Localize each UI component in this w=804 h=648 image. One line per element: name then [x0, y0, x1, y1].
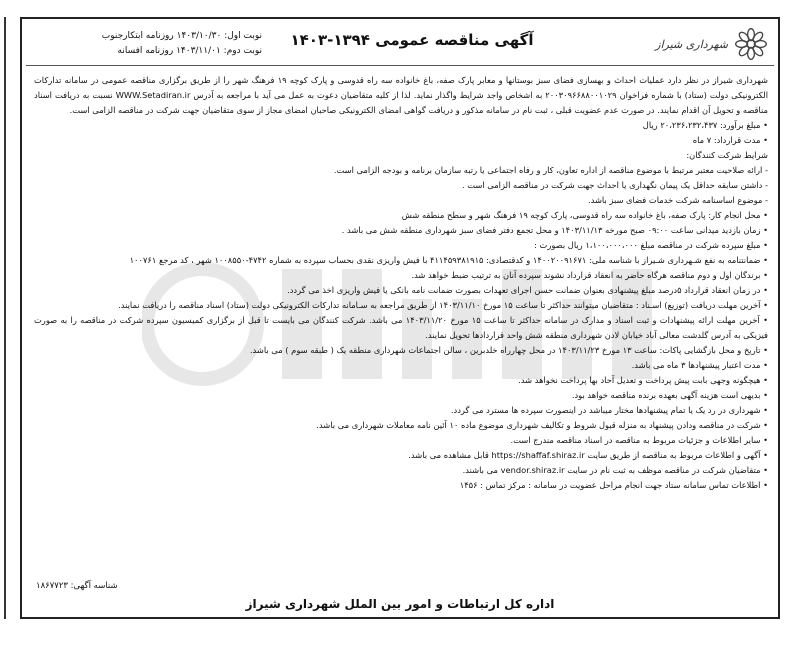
ad-identifier: شناسه آگهی: ۱۸۶۷۷۲۳ — [36, 581, 118, 591]
body-line: • سایر اطلاعات و جزئیات مربوط به مناقصه در اسناد مناقصه مندرج است. — [510, 435, 768, 445]
notice-body — [34, 73, 768, 493]
body-line: • شرکت در مناقصه ودادن پیشنهاد به منزله قبول شروط و تکالیف شهرداری موضوع ماده ۱۰ آئین نامه معاملات شهرداری می باشد. — [316, 420, 768, 430]
body-line: • مبلغ سپرده شرکت در مناقصه مبلغ ۱،۱۰۰،۰۰۰،۰۰۰ ریال بصورت : — [534, 240, 768, 250]
body-line: • شهرداری در رد یک یا تمام پیشنهادها مختار میباشد در اینصورت سپرده ها مسترد می گردد. — [450, 405, 768, 415]
footer-department: اداره کل ارتباطات و امور بین الملل شهرداری شیراز — [245, 597, 555, 611]
page-edge-line — [4, 17, 6, 619]
header-divider — [26, 65, 774, 66]
publication-first: نوبت اول: ۱۴۰۳/۱۰/۳۰ روزنامه ابتکارجنوب — [101, 31, 262, 41]
body-line: • مدت قرارداد: ۷ ماه — [692, 135, 768, 145]
body-line: • مدت اعتبار پیشنهادها ۳ ماه می باشد. — [631, 360, 768, 370]
body-line: • در زمان انعقاد قرارداد ۵درصد مبلغ پیشنهادی بعنوان ضمانت حسن اجرای تعهدات بصورت ضمانت نامه بانکی یا فیش واریزی اخذ می گردد. — [287, 285, 768, 295]
body-line: • آخرین مهلت دریافت (توزیع) اسـناد : متقاضیان میتوانند حداکثر تا ساعت ۱۵ مورخ ۱۴۰۳/۱۱/۱۰ از طریق مراجعه به سـامانه تدارکات الکترونیکی دولت (ستاد) اسناد مناقصه را دریافت نمایند. — [118, 300, 768, 310]
body-line: • زمان بازدید میدانی ساعت ۰۹:۰۰ صبح مورخه ۱۴۰۳/۱۱/۱۳ و محل تجمع دفتر فضای سبز شهرداری منطقه شش می باشد . — [341, 225, 768, 235]
body-line: • محل انجام کار: پارک صفه، باغ خانواده سه راه قدوسی، پارک کوچه ۱۹ فرهنگ شهر و سطح منطقه شش — [401, 210, 768, 220]
body-line: • برندگان اول و دوم مناقصه هرگاه حاضر به انعقاد قرارداد نشوند سپرده آنان به ترتیب ضبط خواهد شد. — [411, 270, 768, 280]
logo-text: شهرداری شیراز — [655, 37, 728, 51]
flower-logo-icon — [734, 27, 768, 61]
body-line: • تاریخ و محل بازگشایی پاکات: ساعت ۱۳ مورخ ۱۴۰۳/۱۱/۲۳ در محل چهارراه خلدبرین ، سالن اجتماعات شهرداری منطقه یک ( طبقه سوم ) می باشد. — [249, 345, 768, 355]
publication-second: نوبت دوم: ۱۴۰۳/۱۱/۰۱ روزنامه افسانه — [117, 46, 262, 56]
notice-frame — [20, 17, 780, 619]
intro-paragraph: شهرداری شیراز در نظر دارد عملیات احداث و بهسازی فضای سبز بوستانها و معابر پارک صفه، باغ خانواده سه راه قدوسی و پارک کوچه ۱۹ فرهنگ شهر را از طریق برگزاری مناقصه عمومی در سامانه تدارکات الکترونیکی دولت (ستاد) با شماره فراخوان ۲۰۰۳۰۹۶۶۸۸۰۰۱۰۲۹ به اشخاص واجد شرایط واگذار نماید. لذا از کلیه متقاضیان دعوت به عمل می آید با مراجعه به آدرس WWW.Setadiran.ir نسبت به دریافت اسناد مناقصه و تحویل آن اقدام نمایند. در صورت عدم عضویت قبلی ، ثبت نام در سامانه مذکور و دریافت گواهی امضای الکترونیکی صاحبان امضای مجاز از سوی متقاضیان جهت شرکت در مناقصه الزامی است. — [34, 75, 768, 115]
body-line: • هیچگونه وجهی بابت پیش پرداخت و تعدیل آحاد بها پرداخت نخواهد شد. — [518, 375, 768, 385]
body-line: • ضمانتنامه به نفع شـهرداری شـیراز با شناسه ملی: ۱۴۰۰۲۰۰۹۱۶۷۱ و کدقتصادی: ۴۱۱۴۵۹۳۸۱۹۱۵ با فیش واریزی نقدی بحساب سپرده به شماره ۴۷۴۲-۱۰۰۸۵۵۰ شهر ، کد مرجع ۱۰۰۷۶۱ — [129, 255, 768, 265]
body-line: • بدیهی است هزینه آگهی بعهده برنده مناقصه خواهد بود. — [571, 390, 768, 400]
body-line: • اطلاعات تماس سامانه ستاد جهت انجام مراحل عضویت در سامانه : مرکز تماس : ۱۴۵۶ — [459, 480, 768, 490]
body-line: • متقاضیان شرکت در مناقصه موظف به ثبت نام در سایت vendor.shiraz.ir می باشند. — [462, 465, 768, 475]
body-line: • آگهی و اطلاعات مربوط به مناقصه از طریق سایت https://shaffaf.shiraz.ir قابل مشاهده می باشد. — [408, 450, 768, 460]
body-line: - موضوع اساسنامه شرکت خدمات فضای سبز باشد. — [587, 195, 768, 205]
notice-title: آگهی مناقصه عمومی ۱۳۹۴-۱۴۰۳ — [290, 31, 534, 49]
publication-info — [32, 29, 262, 59]
body-line: شرایط شرکت کنندگان: — [686, 150, 768, 160]
body-line: - ارائه صلاحیت معتبر مرتبط با موضوع مناقصه از اداره تعاون، کار و رفاه اجتماعی یا رتبه سازمان برنامه و بودجه الزامی است. — [333, 165, 768, 175]
body-line: • آخرین مهلت ارائه پیشنهادات و ثبت اسناد و مدارک در سامانه حداکثر تا ساعت ۱۵ مورخ ۱۴۰۳/۱۱/۲۰ می باشد. شرکت کنندگان می بایست تا قبل از برگزاری کمیسیون سپرده شرکت در مناقصه را به صورت فیزیکی به آدرس گلدشت معالی آباد خیابان لادن شهرداری منطقه شش واحد قراردادها تحویل نمایند. — [34, 315, 768, 340]
body-line: - داشتن سابقه حداقل یک پیمان نگهداری یا احداث جهت شرکت در مناقصه الزامی است . — [461, 180, 768, 190]
body-line: • مبلغ برآورد: ۲۰،۲۳۶،۲۳۲،۴۳۷ ریال — [642, 120, 768, 130]
municipality-logo — [648, 25, 768, 63]
